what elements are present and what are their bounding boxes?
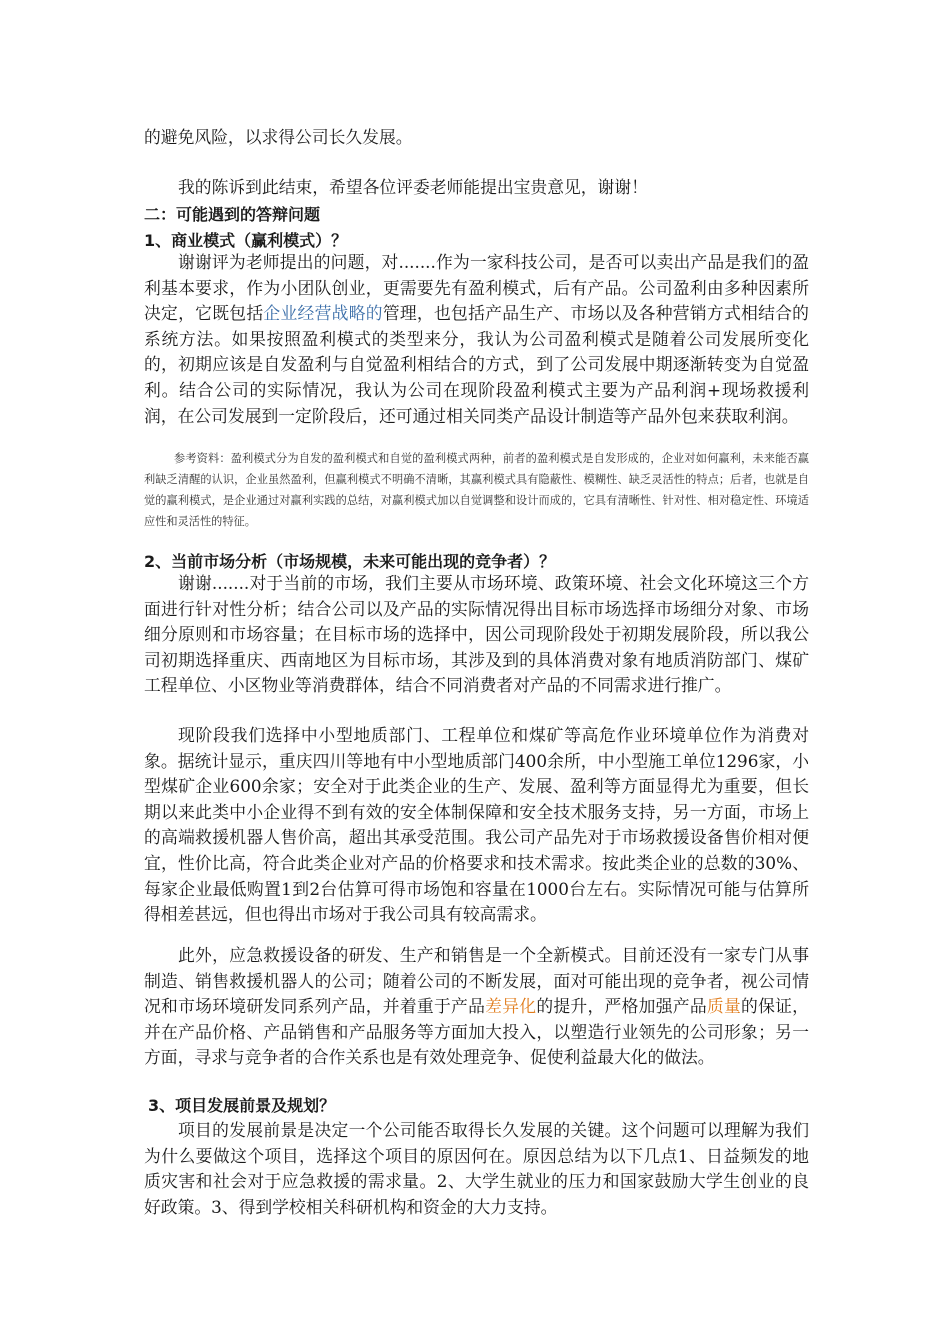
- question-heading-1: 1、商业模式（赢利模式）？: [144, 231, 348, 250]
- answer-4-text-b: 的提升，严格加强产品: [536, 996, 707, 1017]
- answer-paragraph-5: 项目的发展前景是决定一个公司能否取得长久发展的关键。这个问题可以理解为我们为什么要做这个项目，选择这个项目的原因何在。原因总结为以下几点1、日益频发的地质灾害和社会对于应急救援的需求量。2、大学生就业的压力和国家鼓励大学生创业的良好政策。3、得到学校相关科研机构和资金的大力支持。: [144, 1120, 809, 1217]
- answer-paragraph-4: [144, 943, 809, 1071]
- answer-paragraph-2: 谢谢.......对于当前的市场，我们主要从市场环境、政策环境、社会文化环境这三个方面进行针对性分析；结合公司以及产品的实际情况得出目标市场选择市场细分对象、市场细分原则和市场容量；在目标市场的选择中，因公司现阶段处于初期发展阶段，所以我公司初期选择重庆、西南地区为目标市场，其涉及到的具体消费对象有地质消防部门、煤矿工程单位、小区物业等消费群体，结合不同消费者对产品的不同需求进行推广。: [144, 573, 809, 696]
- paragraph-thanks: 我的陈诉到此结束，希望各位评委老师能提出宝贵意见，谢谢！: [178, 177, 648, 197]
- paragraph-closing-line: 的避免风险，以求得公司长久发展。: [144, 127, 413, 147]
- quality-highlight[interactable]: 质量: [706, 996, 742, 1017]
- answer-paragraph-1: [144, 250, 809, 429]
- differentiation-highlight[interactable]: 差异化: [485, 996, 537, 1017]
- answer-1-text-a: 谢谢评为老师提出的问题，对.......作为一家科技公司，是否可以卖出产品是我们的盈利基本要求，作为小团队创业，更需要先有盈利模式，后有产品。公司盈利由多种因素所决定，它既包括: [144, 252, 809, 324]
- answer-1-text-b: 管理，也包括产品生产、市场以及各种营销方式相结合的系统方法。如果按照盈利模式的类型来分，我认为公司盈利模式是随着公司发展所变化的，初期应该是自发盈利与自觉盈利相结合的方式，到了公司发展中期逐渐转变为自觉盈利。结合公司的实际情况，我认为公司在现阶段盈利模式主要为产品利润+现场救援利润，在公司发展到一定阶段后，还可通过相关同类产品设计制造等产品外包来获取利润。: [144, 303, 809, 426]
- answer-4-text-c: 的保证，并在产品价格、产品销售和产品服务等方面加大投入，以塑造行业领先的公司形象；另一方面，寻求与竞争者的合作关系也是有效处理竞争、促使利益最大化的做法。: [144, 996, 809, 1068]
- section-heading: 二：可能遇到的答辩问题: [144, 205, 321, 224]
- reference-note: 参考资料：盈利模式分为自发的盈利模式和自觉的盈利模式两种，前者的盈利模式是自发形成的，企业对如何赢利，未来能否赢利缺乏清醒的认识，企业虽然盈利，但赢利模式不明确不清晰，其赢利模式具有隐蔽性、模糊性、缺乏灵活性的特点；后者，也就是自觉的赢利模式，是企业通过对赢利实践的总结，对赢利模式加以自觉调整和设计而成的，它具有清晰性、针对性、相对稳定性、环境适应性和灵活性的特征。: [144, 452, 809, 528]
- strategy-link[interactable]: 企业经营战略的: [263, 303, 383, 324]
- question-heading-2: 2、当前市场分析（市场规模，未来可能出现的竞争者）？: [144, 552, 556, 571]
- question-heading-3: 3、项目发展前景及规划？: [148, 1096, 336, 1115]
- answer-paragraph-3: 现阶段我们选择中小型地质部门、工程单位和煤矿等高危作业环境单位作为消费对象。据统计显示，重庆四川等地有中小型地质部门400余所，中小型施工单位1296家，小型煤矿企业600余家；安全对于此类企业的生产、发展、盈利等方面显得尤为重要，但长期以来此类中小企业得不到有效的安全体制保障和安全技术服务支持，另一方面，市场上的高端救援机器人售价高，超出其承受范围。我公司产品先对于市场救援设备售价相对便宜，性价比高，符合此类企业对产品的价格要求和技术需求。按此类企业的总数的30%、每家企业最低购置1到2台估算可得市场饱和容量在1000台左右。实际情况可能与估算所得相差甚远，但也得出市场对于我公司具有较高需求。: [144, 725, 809, 925]
- answer-4-text-a: 此外，应急救援设备的研发、生产和销售是一个全新模式。目前还没有一家专门从事制造、销售救援机器人的公司；随着公司的不断发展，面对可能出现的竞争者，视公司情况和市场环境研发同系列产品，并着重于产品: [144, 945, 809, 1017]
